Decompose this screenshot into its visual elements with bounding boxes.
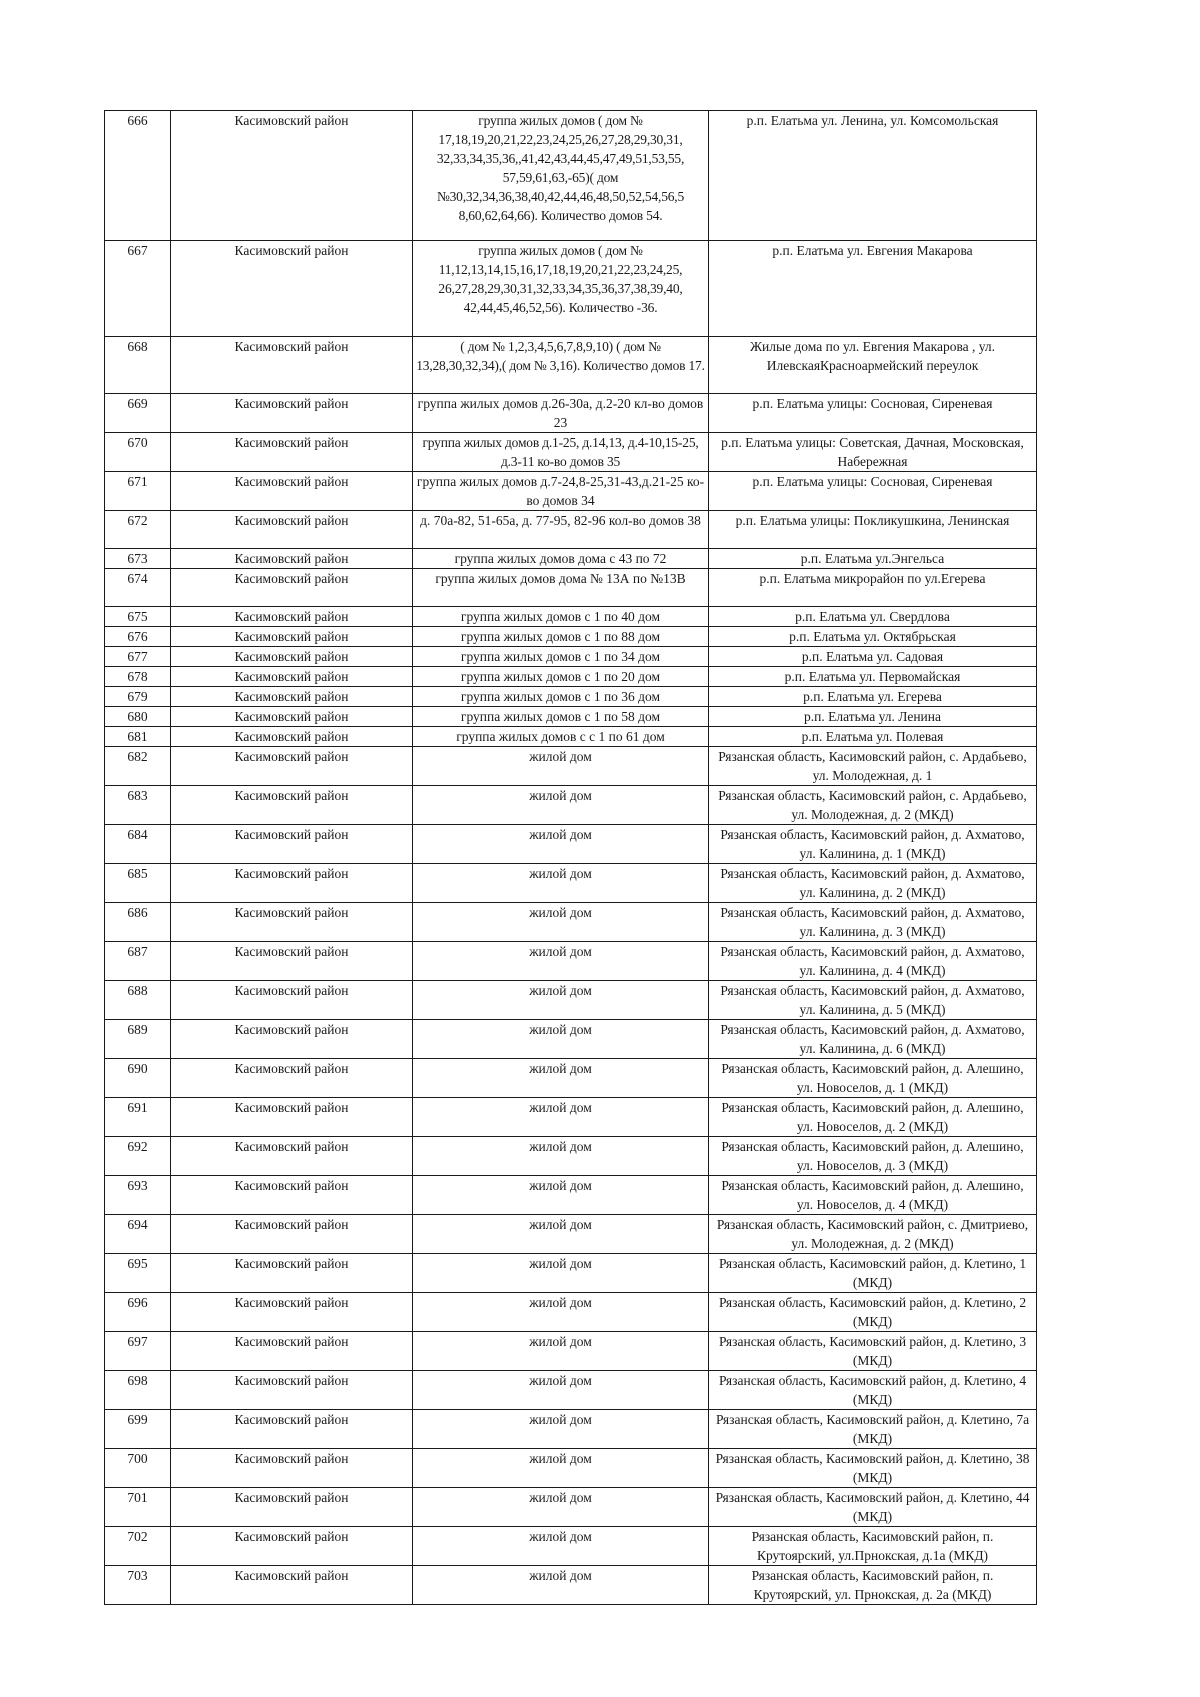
- table-row: [105, 111, 1037, 241]
- row-number: 686: [105, 903, 171, 942]
- district-cell: Касимовский район: [171, 1020, 413, 1059]
- table-row: [105, 1293, 1037, 1332]
- address-cell: Рязанская область, Касимовский район, д. Ахматово, ул. Калинина, д. 4 (МКД): [709, 942, 1037, 981]
- row-number: 690: [105, 1059, 171, 1098]
- table-row: [105, 825, 1037, 864]
- row-number: 668: [105, 337, 171, 394]
- address-cell: р.п. Елатьма ул. Октябрьская: [709, 627, 1037, 647]
- district-cell: Касимовский район: [171, 786, 413, 825]
- district-cell: Касимовский район: [171, 1566, 413, 1605]
- row-number: 670: [105, 433, 171, 472]
- address-cell: р.п. Елатьма ул. Ленина, ул. Комсомольская: [709, 111, 1037, 241]
- district-cell: Касимовский район: [171, 1176, 413, 1215]
- object-cell: жилой дом: [413, 864, 709, 903]
- address-cell: Рязанская область, Касимовский район, д. Клетино, 4 (МКД): [709, 1371, 1037, 1410]
- district-cell: Касимовский район: [171, 942, 413, 981]
- object-cell: группа жилых домов дома № 13А по №13В: [413, 569, 709, 607]
- row-number: 697: [105, 1332, 171, 1371]
- table-row: [105, 1527, 1037, 1566]
- address-cell: Рязанская область, Касимовский район, д. Клетино, 1 (МКД): [709, 1254, 1037, 1293]
- district-cell: Касимовский район: [171, 647, 413, 667]
- district-cell: Касимовский район: [171, 394, 413, 433]
- district-cell: Касимовский район: [171, 1449, 413, 1488]
- address-cell: р.п. Елатьма ул.Энгельса: [709, 549, 1037, 569]
- address-cell: Рязанская область, Касимовский район, д. Ахматово, ул. Калинина, д. 1 (МКД): [709, 825, 1037, 864]
- table-row: [105, 1176, 1037, 1215]
- district-cell: Касимовский район: [171, 1410, 413, 1449]
- row-number: 684: [105, 825, 171, 864]
- table-row: [105, 394, 1037, 433]
- row-number: 678: [105, 667, 171, 687]
- address-cell: Рязанская область, Касимовский район, п. Крутоярский, ул. Прнокская, д. 2а (МКД): [709, 1566, 1037, 1605]
- district-cell: Касимовский район: [171, 569, 413, 607]
- table-row: [105, 1215, 1037, 1254]
- table-body: [105, 111, 1037, 1605]
- district-cell: Касимовский район: [171, 337, 413, 394]
- district-cell: Касимовский район: [171, 433, 413, 472]
- district-cell: Касимовский район: [171, 981, 413, 1020]
- address-cell: Рязанская область, Касимовский район, д. Клетино, 38 (МКД): [709, 1449, 1037, 1488]
- row-number: 699: [105, 1410, 171, 1449]
- table-row: [105, 903, 1037, 942]
- object-cell: группа жилых домов с 1 по 88 дом: [413, 627, 709, 647]
- district-cell: Касимовский район: [171, 607, 413, 627]
- address-cell: р.п. Елатьма улицы: Покликушкина, Ленинская: [709, 511, 1037, 549]
- table-row: [105, 433, 1037, 472]
- address-cell: Рязанская область, Касимовский район, с. Ардабьево, ул. Молодежная, д. 2 (МКД): [709, 786, 1037, 825]
- row-number: 689: [105, 1020, 171, 1059]
- object-cell: группа жилых домов с 1 по 40 дом: [413, 607, 709, 627]
- object-cell: группа жилых домов с с 1 по 61 дом: [413, 727, 709, 747]
- table-row: [105, 1371, 1037, 1410]
- table-row: [105, 241, 1037, 337]
- address-cell: р.п. Елатьма улицы: Советская, Дачная, Московская, Набережная: [709, 433, 1037, 472]
- table-row: [105, 1098, 1037, 1137]
- object-cell: жилой дом: [413, 1020, 709, 1059]
- table-row: [105, 786, 1037, 825]
- table-row: [105, 1020, 1037, 1059]
- row-number: 702: [105, 1527, 171, 1566]
- row-number: 703: [105, 1566, 171, 1605]
- address-cell: Жилые дома по ул. Евгения Макарова , ул. ИлевскаяКрасноармейский переулок: [709, 337, 1037, 394]
- object-cell: жилой дом: [413, 1293, 709, 1332]
- table-row: [105, 569, 1037, 607]
- address-cell: Рязанская область, Касимовский район, д. Алешино, ул. Новоселов, д. 2 (МКД): [709, 1098, 1037, 1137]
- table-row: [105, 1137, 1037, 1176]
- table-row: [105, 727, 1037, 747]
- object-cell: жилой дом: [413, 1059, 709, 1098]
- district-cell: Касимовский район: [171, 511, 413, 549]
- district-cell: Касимовский район: [171, 472, 413, 511]
- row-number: 685: [105, 864, 171, 903]
- district-cell: Касимовский район: [171, 1059, 413, 1098]
- row-number: 691: [105, 1098, 171, 1137]
- object-cell: жилой дом: [413, 786, 709, 825]
- object-cell: жилой дом: [413, 1215, 709, 1254]
- address-cell: Рязанская область, Касимовский район, д. Клетино, 44 (МКД): [709, 1488, 1037, 1527]
- district-cell: Касимовский район: [171, 241, 413, 337]
- object-cell: д. 70а-82, 51-65а, д. 77-95, 82-96 кол-во домов 38: [413, 511, 709, 549]
- row-number: 681: [105, 727, 171, 747]
- row-number: 698: [105, 1371, 171, 1410]
- table-row: [105, 607, 1037, 627]
- row-number: 688: [105, 981, 171, 1020]
- row-number: 673: [105, 549, 171, 569]
- object-cell: группа жилых домов дома с 43 по 72: [413, 549, 709, 569]
- address-cell: р.п. Елатьма ул. Садовая: [709, 647, 1037, 667]
- object-cell: жилой дом: [413, 1137, 709, 1176]
- object-cell: ( дом № 1,2,3,4,5,6,7,8,9,10) ( дом № 13,28,30,32,34),( дом № 3,16). Количество домов 17.: [413, 337, 709, 394]
- object-cell: жилой дом: [413, 1254, 709, 1293]
- table-row: [105, 472, 1037, 511]
- object-cell: жилой дом: [413, 981, 709, 1020]
- object-cell: жилой дом: [413, 1566, 709, 1605]
- row-number: 692: [105, 1137, 171, 1176]
- district-cell: Касимовский район: [171, 1293, 413, 1332]
- table-row: [105, 1332, 1037, 1371]
- district-cell: Касимовский район: [171, 825, 413, 864]
- row-number: 694: [105, 1215, 171, 1254]
- table-row: [105, 1059, 1037, 1098]
- address-cell: Рязанская область, Касимовский район, д. Ахматово, ул. Калинина, д. 2 (МКД): [709, 864, 1037, 903]
- table-row: [105, 647, 1037, 667]
- row-number: 671: [105, 472, 171, 511]
- object-cell: группа жилых домов ( дом № 11,12,13,14,15,16,17,18,19,20,21,22,23,24,25, 26,27,28,29,30,31,32,33,34,35,36,37,38,39,40, 42,44,45,46,52,56). Количество -36.: [413, 241, 709, 337]
- district-cell: Касимовский район: [171, 727, 413, 747]
- row-number: 679: [105, 687, 171, 707]
- district-cell: Касимовский район: [171, 1527, 413, 1566]
- row-number: 695: [105, 1254, 171, 1293]
- address-cell: Рязанская область, Касимовский район, с. Дмитриево, ул. Молодежная, д. 2 (МКД): [709, 1215, 1037, 1254]
- address-cell: р.п. Елатьма ул. Свердлова: [709, 607, 1037, 627]
- district-cell: Касимовский район: [171, 667, 413, 687]
- row-number: 672: [105, 511, 171, 549]
- table-row: [105, 549, 1037, 569]
- object-cell: жилой дом: [413, 1176, 709, 1215]
- district-cell: Касимовский район: [171, 1332, 413, 1371]
- address-cell: р.п. Елатьма ул. Егерева: [709, 687, 1037, 707]
- table-row: [105, 1410, 1037, 1449]
- object-cell: группа жилых домов с 1 по 20 дом: [413, 667, 709, 687]
- object-cell: жилой дом: [413, 1371, 709, 1410]
- address-cell: Рязанская область, Касимовский район, п. Крутоярский, ул.Прнокская, д.1а (МКД): [709, 1527, 1037, 1566]
- object-cell: группа жилых домов с 1 по 36 дом: [413, 687, 709, 707]
- row-number: 701: [105, 1488, 171, 1527]
- object-cell: жилой дом: [413, 903, 709, 942]
- district-cell: Касимовский район: [171, 627, 413, 647]
- address-cell: р.п. Елатьма ул. Ленина: [709, 707, 1037, 727]
- table-row: [105, 1566, 1037, 1605]
- address-cell: Рязанская область, Касимовский район, д. Ахматово, ул. Калинина, д. 5 (МКД): [709, 981, 1037, 1020]
- row-number: 696: [105, 1293, 171, 1332]
- address-cell: р.п. Елатьма ул. Евгения Макарова: [709, 241, 1037, 337]
- address-cell: р.п. Елатьма улицы: Сосновая, Сиреневая: [709, 394, 1037, 433]
- address-cell: р.п. Елатьма улицы: Сосновая, Сиреневая: [709, 472, 1037, 511]
- row-number: 687: [105, 942, 171, 981]
- row-number: 677: [105, 647, 171, 667]
- address-cell: Рязанская область, Касимовский район, д. Ахматово, ул. Калинина, д. 3 (МКД): [709, 903, 1037, 942]
- address-cell: р.п. Елатьма ул. Первомайская: [709, 667, 1037, 687]
- district-cell: Касимовский район: [171, 1254, 413, 1293]
- object-cell: жилой дом: [413, 942, 709, 981]
- row-number: 675: [105, 607, 171, 627]
- object-cell: жилой дом: [413, 1449, 709, 1488]
- district-cell: Касимовский район: [171, 1488, 413, 1527]
- row-number: 682: [105, 747, 171, 786]
- table-row: [105, 337, 1037, 394]
- table-row: [105, 942, 1037, 981]
- table-row: [105, 1488, 1037, 1527]
- district-cell: Касимовский район: [171, 1098, 413, 1137]
- table-row: [105, 511, 1037, 549]
- table-row: [105, 667, 1037, 687]
- row-number: 693: [105, 1176, 171, 1215]
- district-cell: Касимовский район: [171, 864, 413, 903]
- object-cell: жилой дом: [413, 1332, 709, 1371]
- object-cell: жилой дом: [413, 1098, 709, 1137]
- object-cell: жилой дом: [413, 825, 709, 864]
- object-cell: жилой дом: [413, 1410, 709, 1449]
- object-cell: жилой дом: [413, 747, 709, 786]
- district-cell: Касимовский район: [171, 687, 413, 707]
- object-cell: группа жилых домов с 1 по 58 дом: [413, 707, 709, 727]
- district-cell: Касимовский район: [171, 747, 413, 786]
- object-cell: группа жилых домов д.1-25, д.14,13, д.4-10,15-25, д.3-11 ко-во домов 35: [413, 433, 709, 472]
- housing-registry-table: [104, 110, 1037, 1605]
- object-cell: жилой дом: [413, 1488, 709, 1527]
- district-cell: Касимовский район: [171, 1215, 413, 1254]
- table-row: [105, 687, 1037, 707]
- row-number: 666: [105, 111, 171, 241]
- address-cell: Рязанская область, Касимовский район, д. Алешино, ул. Новоселов, д. 3 (МКД): [709, 1137, 1037, 1176]
- address-cell: Рязанская область, Касимовский район, д. Клетино, 2 (МКД): [709, 1293, 1037, 1332]
- address-cell: Рязанская область, Касимовский район, д. Клетино, 3 (МКД): [709, 1332, 1037, 1371]
- address-cell: Рязанская область, Касимовский район, д. Клетино, 7а (МКД): [709, 1410, 1037, 1449]
- district-cell: Касимовский район: [171, 549, 413, 569]
- table-row: [105, 981, 1037, 1020]
- district-cell: Касимовский район: [171, 707, 413, 727]
- row-number: 667: [105, 241, 171, 337]
- address-cell: Рязанская область, Касимовский район, д. Ахматово, ул. Калинина, д. 6 (МКД): [709, 1020, 1037, 1059]
- row-number: 669: [105, 394, 171, 433]
- address-cell: Рязанская область, Касимовский район, д. Алешино, ул. Новоселов, д. 1 (МКД): [709, 1059, 1037, 1098]
- row-number: 680: [105, 707, 171, 727]
- district-cell: Касимовский район: [171, 903, 413, 942]
- table-row: [105, 1254, 1037, 1293]
- address-cell: Рязанская область, Касимовский район, д. Алешино, ул. Новоселов, д. 4 (МКД): [709, 1176, 1037, 1215]
- object-cell: жилой дом: [413, 1527, 709, 1566]
- row-number: 674: [105, 569, 171, 607]
- address-cell: Рязанская область, Касимовский район, с. Ардабьево, ул. Молодежная, д. 1: [709, 747, 1037, 786]
- district-cell: Касимовский район: [171, 1371, 413, 1410]
- row-number: 700: [105, 1449, 171, 1488]
- object-cell: группа жилых домов д.7-24,8-25,31-43,д.21-25 ко-во домов 34: [413, 472, 709, 511]
- table-row: [105, 627, 1037, 647]
- address-cell: р.п. Елатьма ул. Полевая: [709, 727, 1037, 747]
- object-cell: группа жилых домов с 1 по 34 дом: [413, 647, 709, 667]
- row-number: 683: [105, 786, 171, 825]
- table-row: [105, 864, 1037, 903]
- table-row: [105, 747, 1037, 786]
- district-cell: Касимовский район: [171, 1137, 413, 1176]
- table-row: [105, 707, 1037, 727]
- district-cell: Касимовский район: [171, 111, 413, 241]
- table-row: [105, 1449, 1037, 1488]
- object-cell: группа жилых домов д.26-30а, д.2-20 кл-во домов 23: [413, 394, 709, 433]
- row-number: 676: [105, 627, 171, 647]
- address-cell: р.п. Елатьма микрорайон по ул.Егерева: [709, 569, 1037, 607]
- object-cell: группа жилых домов ( дом № 17,18,19,20,21,22,23,24,25,26,27,28,29,30,31, 32,33,34,35,36,,41,42,43,44,45,47,49,51,53,55, 57,59,61,63,-65)( дом №30,32,34,36,38,40,42,44,46,48,50,52,54,56,5 8,60,62,64,66). Количество домов 54.: [413, 111, 709, 241]
